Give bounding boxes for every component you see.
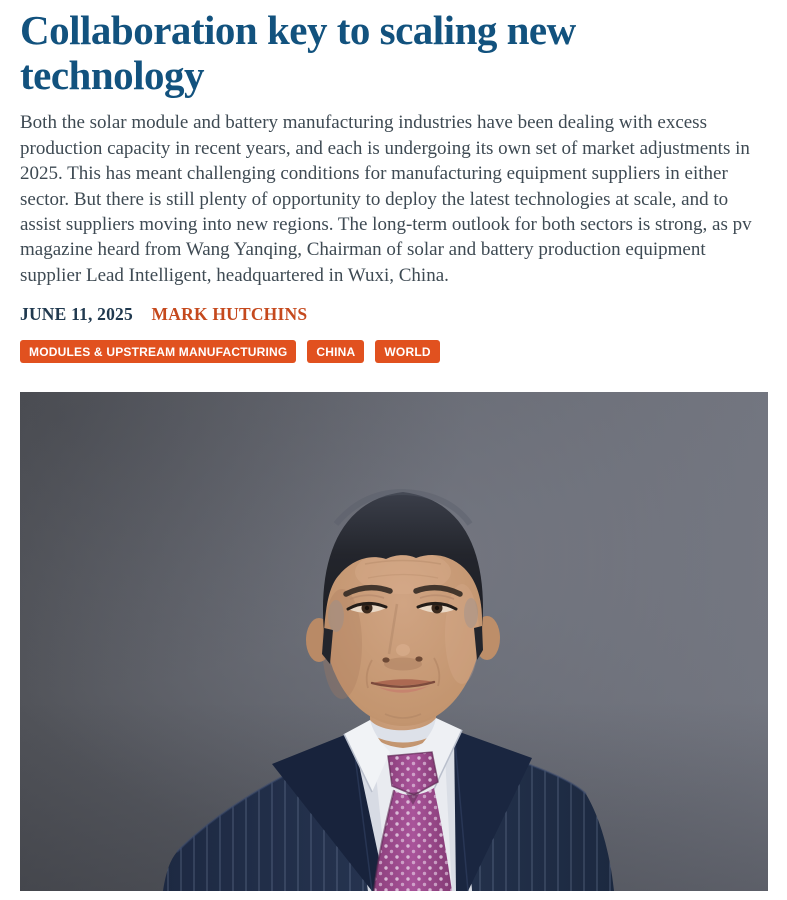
portrait-photo: [20, 392, 768, 891]
tag-modules-upstream-manufacturing[interactable]: MODULES & UPSTREAM MANUFACTURING: [20, 340, 296, 363]
tag-world[interactable]: WORLD: [375, 340, 439, 363]
article-featured-image: [20, 392, 768, 891]
article-meta: [20, 304, 768, 325]
article-title: Collaboration key to scaling new technology: [20, 7, 576, 99]
author-link[interactable]: MARK HUTCHINS: [151, 304, 308, 325]
publish-date: JUNE 11, 2025: [20, 304, 133, 325]
tag-china[interactable]: CHINA: [307, 340, 364, 363]
article-standfirst: Both the solar module and battery manufacturing industries have been dealing with excess production capacity in recent years, and each is undergoing its own set of market adjustments in 2025. This has meant challenging conditions for manufacturing equipment suppliers in either sector. But there is still plenty of opportunity to deploy the latest technologies at scale, and to assist suppliers moving into new regions. The long-term outlook for both sectors is strong, as pv magazine heard from Wang Yanqing, Chairman of solar and battery production equipment supplier Lead Intelligent, headquartered in Wuxi, China.: [20, 112, 752, 286]
tag-list: [20, 340, 768, 363]
